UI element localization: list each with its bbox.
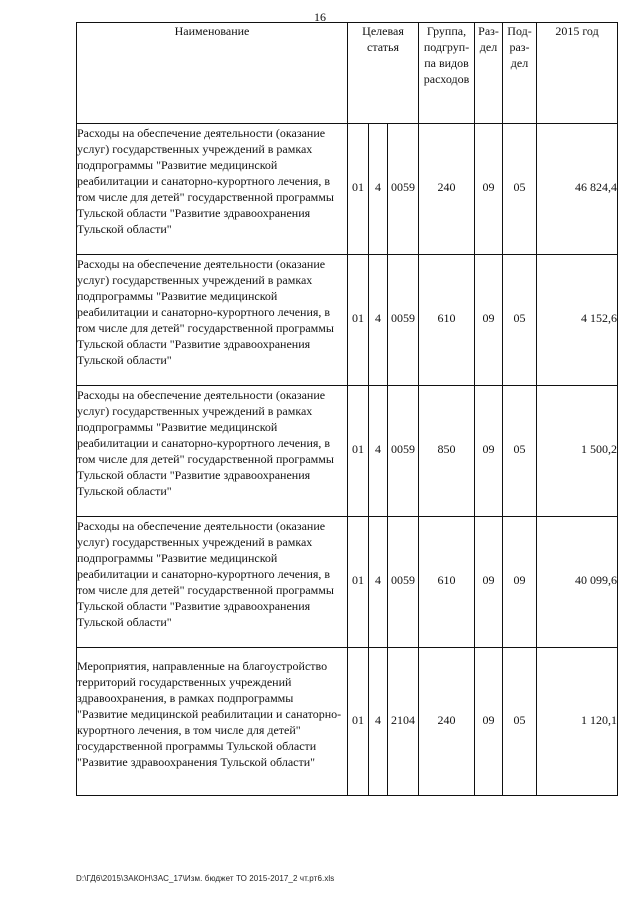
table-row — [77, 386, 618, 517]
budget-table — [76, 22, 618, 796]
row-cs-direction: 0059 — [388, 124, 419, 255]
row-cs-subprogram: 4 — [369, 255, 388, 386]
row-name: Расходы на обеспечение деятельности (оказание услуг) государственных учреждений в рамках подпрограммы "Развитие медицинской реабилитации и санаторно-курортного лечения, в том числе для детей" государственной программы Тульской области "Развитие здравоохранения Тульской области" — [77, 386, 348, 517]
row-expense-group: 240 — [419, 648, 475, 796]
row-amount: 46 824,4 — [537, 124, 618, 255]
row-amount: 1 500,2 — [537, 386, 618, 517]
row-cs-program: 01 — [348, 648, 369, 796]
row-cs-program: 01 — [348, 517, 369, 648]
row-section: 09 — [475, 255, 503, 386]
row-subsection: 05 — [503, 124, 537, 255]
header-target-article: Целевая статья — [348, 23, 419, 124]
page-number: 16 — [314, 10, 326, 24]
row-subsection: 05 — [503, 255, 537, 386]
file-path-footer: D:\ГД6\2015\ЗАКОН\ЗАС_17\Изм. бюджет ТО 2015-2017_2 чт.рт6.xls — [76, 874, 335, 883]
row-subsection: 09 — [503, 517, 537, 648]
row-name: Мероприятия, направленные на благоустройство территорий государственных учреждений здравоохранения, в рамках подпрограммы "Развитие медицинской реабилитации и санаторно-курортного лечения, в том числе для детей" государственной программы Тульской области "Развитие здравоохранения Тульской области" — [77, 648, 348, 796]
row-cs-program: 01 — [348, 386, 369, 517]
row-cs-subprogram: 4 — [369, 386, 388, 517]
header-section: Раз-дел — [475, 23, 503, 124]
row-section: 09 — [475, 648, 503, 796]
header-name: Наименование — [77, 23, 348, 124]
row-cs-subprogram: 4 — [369, 124, 388, 255]
row-name: Расходы на обеспечение деятельности (оказание услуг) государственных учреждений в рамках подпрограммы "Развитие медицинской реабилитации и санаторно-курортного лечения, в том числе для детей" государственной программы Тульской области "Развитие здравоохранения Тульской области" — [77, 255, 348, 386]
header-row — [77, 23, 618, 124]
row-amount: 4 152,6 — [537, 255, 618, 386]
row-name: Расходы на обеспечение деятельности (оказание услуг) государственных учреждений в рамках подпрограммы "Развитие медицинской реабилитации и санаторно-курортного лечения, в том числе для детей" государственной программы Тульской области "Развитие здравоохранения Тульской области" — [77, 124, 348, 255]
row-expense-group: 850 — [419, 386, 475, 517]
row-cs-direction: 2104 — [388, 648, 419, 796]
header-year: 2015 год — [537, 23, 618, 124]
row-cs-subprogram: 4 — [369, 517, 388, 648]
row-subsection: 05 — [503, 386, 537, 517]
table-row — [77, 124, 618, 255]
row-expense-group: 610 — [419, 255, 475, 386]
table-row — [77, 255, 618, 386]
row-cs-direction: 0059 — [388, 255, 419, 386]
row-amount: 40 099,6 — [537, 517, 618, 648]
row-cs-subprogram: 4 — [369, 648, 388, 796]
row-amount: 1 120,1 — [537, 648, 618, 796]
row-section: 09 — [475, 517, 503, 648]
row-expense-group: 610 — [419, 517, 475, 648]
row-section: 09 — [475, 386, 503, 517]
row-section: 09 — [475, 124, 503, 255]
row-name: Расходы на обеспечение деятельности (оказание услуг) государственных учреждений в рамках подпрограммы "Развитие медицинской реабилитации и санаторно-курортного лечения, в том числе для детей" государственной программы Тульской области "Развитие здравоохранения Тульской области" — [77, 517, 348, 648]
header-subsection: Под-раз-дел — [503, 23, 537, 124]
row-cs-program: 01 — [348, 124, 369, 255]
row-subsection: 05 — [503, 648, 537, 796]
row-expense-group: 240 — [419, 124, 475, 255]
header-expense-group: Группа, подгруп-па видов расходов — [419, 23, 475, 124]
row-cs-direction: 0059 — [388, 386, 419, 517]
row-cs-direction: 0059 — [388, 517, 419, 648]
table-row — [77, 517, 618, 648]
row-cs-program: 01 — [348, 255, 369, 386]
table-row — [77, 648, 618, 796]
